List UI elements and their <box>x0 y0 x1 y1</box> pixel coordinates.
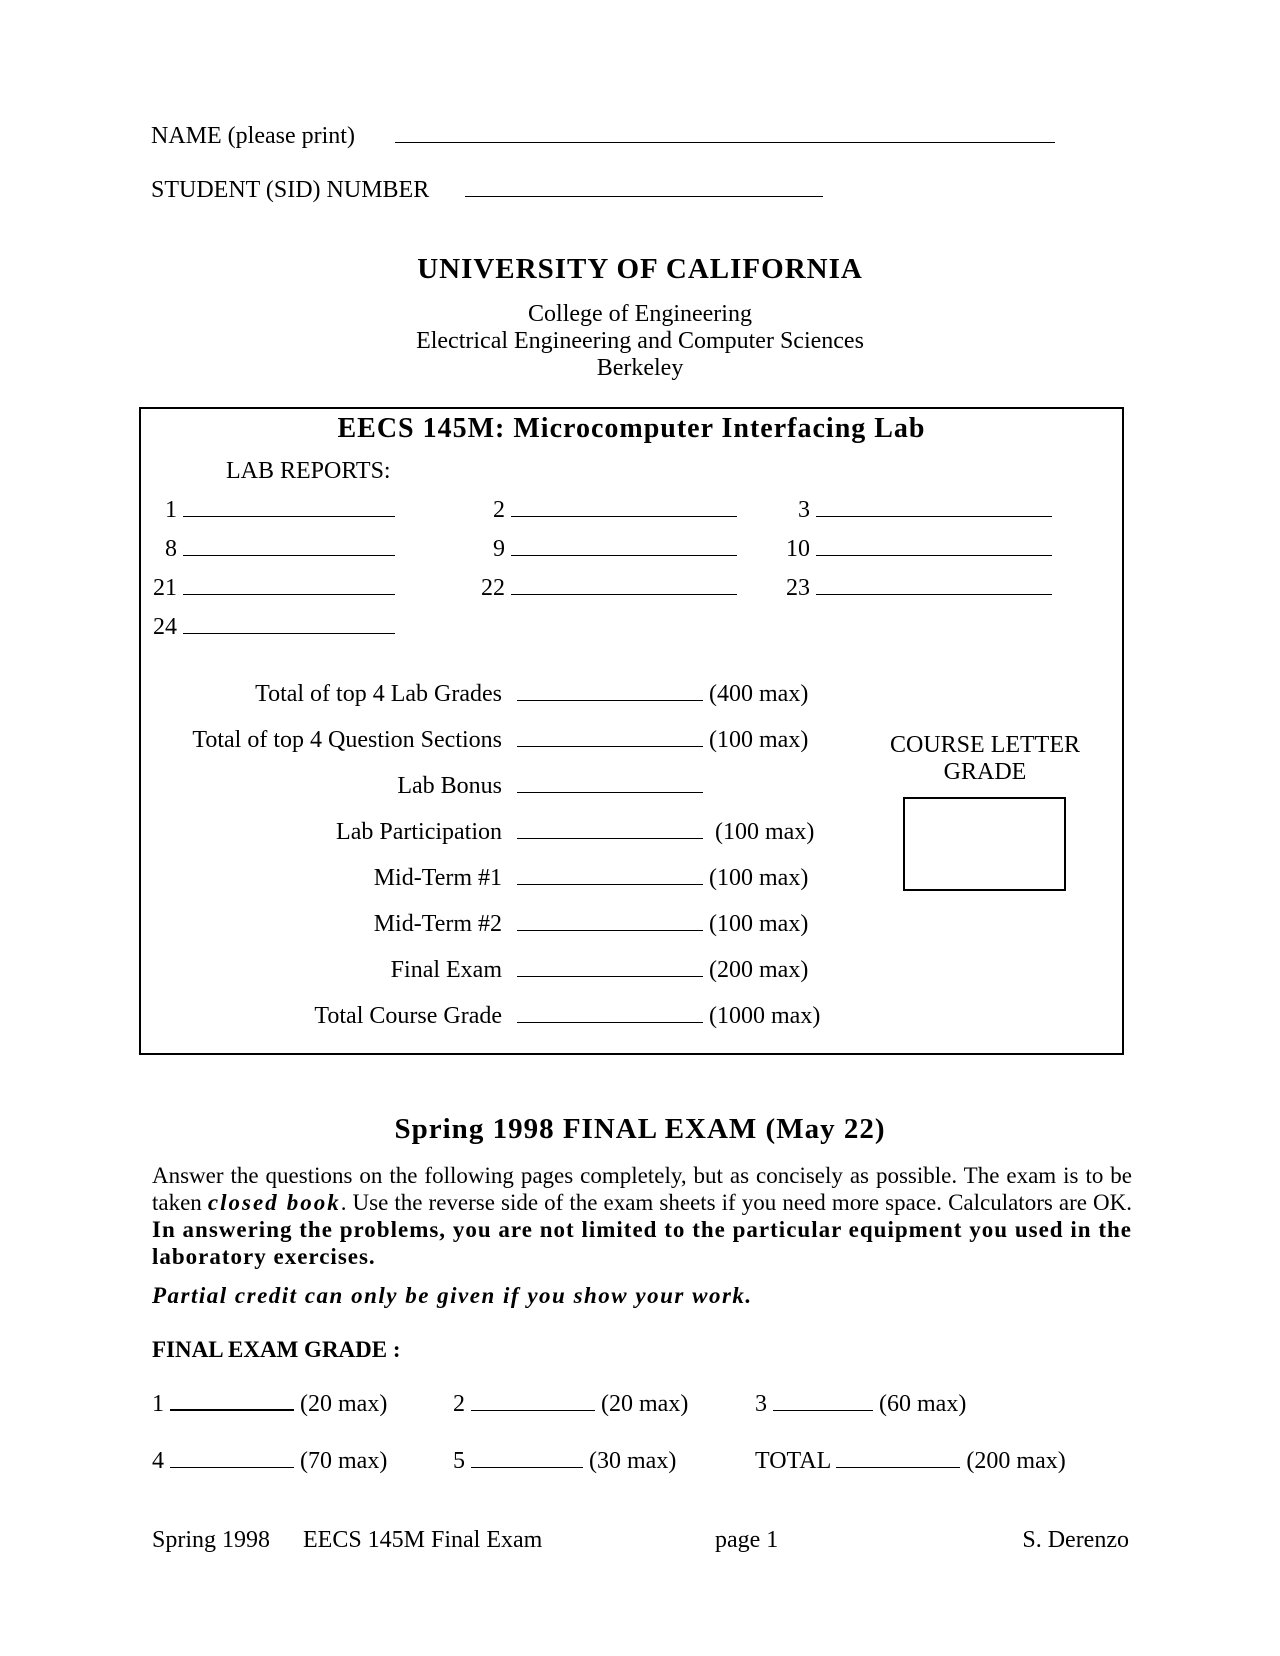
question-max: (30 max) <box>589 1448 677 1474</box>
department-name: Electrical Engineering and Computer Sciences <box>416 328 864 354</box>
lab-number: 21 <box>153 575 177 601</box>
grade-max: (1000 max) <box>709 1003 821 1029</box>
total-max: (200 max) <box>966 1448 1066 1474</box>
footer-course: EECS 145M Final Exam <box>303 1527 543 1553</box>
grade-label: Mid-Term #1 <box>373 865 502 891</box>
lab-grade-line[interactable] <box>511 514 737 517</box>
letter-grade-label-line2: GRADE <box>943 759 1027 785</box>
grade-label: Lab Bonus <box>397 773 502 799</box>
question-number: 2 <box>453 1391 465 1417</box>
grade-row-entry <box>517 726 808 754</box>
footer-author: S. Derenzo <box>1022 1527 1129 1553</box>
grade-max: (400 max) <box>709 681 809 707</box>
lab-report-row <box>137 613 395 641</box>
question-grade-entry <box>453 1390 688 1418</box>
letter-grade-label-line1: COURSE LETTER <box>890 732 1080 758</box>
footer-term: Spring 1998 <box>152 1527 271 1553</box>
name-label: NAME (please print) <box>151 123 355 149</box>
question-number: 3 <box>755 1391 767 1417</box>
grade-line[interactable] <box>517 698 703 701</box>
question-grade-entry <box>152 1390 387 1418</box>
lab-grade-line[interactable] <box>816 592 1052 595</box>
instructions-bold-note: In answering the problems, you are not limited to the particular equipment you used in the laboratory exercises. <box>152 1217 1132 1269</box>
grade-row-entry <box>517 1002 820 1030</box>
grade-row-entry <box>517 956 808 984</box>
grade-row-entry <box>517 864 808 892</box>
question-max: (60 max) <box>879 1391 967 1417</box>
lab-report-row <box>770 574 1052 602</box>
lab-report-row <box>770 535 1052 563</box>
lab-grade-line[interactable] <box>183 514 395 517</box>
grade-label: Total of top 4 Lab Grades <box>255 681 502 707</box>
grade-max: (100 max) <box>715 819 815 845</box>
grade-row-entry <box>517 818 814 846</box>
lab-grade-line[interactable] <box>816 514 1052 517</box>
question-number: 4 <box>152 1448 164 1474</box>
grade-line[interactable] <box>517 882 703 885</box>
exam-title: Spring 1998 FINAL EXAM (May 22) <box>394 1113 886 1145</box>
lab-number: 2 <box>493 497 505 523</box>
lab-number: 22 <box>481 575 505 601</box>
grade-max: (100 max) <box>709 865 809 891</box>
grade-row-entry <box>517 910 808 938</box>
lab-grade-line[interactable] <box>183 631 395 634</box>
partial-credit-note: Partial credit can only be given if you show your work. <box>152 1283 753 1308</box>
grade-label: Lab Participation <box>336 819 502 845</box>
lab-grade-line[interactable] <box>511 592 737 595</box>
campus-name: Berkeley <box>596 355 684 381</box>
question-grade-line[interactable] <box>471 1408 595 1411</box>
lab-report-row <box>137 535 395 563</box>
closed-book-emphasis: closed book <box>207 1190 341 1215</box>
lab-number: 1 <box>165 497 177 523</box>
instructions-text-1: Answer the questions on the following pages completely, but as concisely as possible. The exam is to be taken <box>152 1163 1132 1215</box>
lab-grade-line[interactable] <box>183 592 395 595</box>
grade-max: (100 max) <box>709 911 809 937</box>
question-grade-line[interactable] <box>170 1465 294 1468</box>
grade-label: Total of top 4 Question Sections <box>192 727 502 753</box>
grade-label: Mid-Term #2 <box>373 911 502 937</box>
total-label: TOTAL <box>755 1448 831 1474</box>
grade-label: Total Course Grade <box>314 1003 502 1029</box>
total-grade-entry <box>755 1447 1066 1475</box>
sid-input-line[interactable] <box>465 194 823 197</box>
grade-max: (200 max) <box>709 957 809 983</box>
question-grade-line[interactable] <box>773 1408 873 1411</box>
grade-max: (100 max) <box>709 727 809 753</box>
sid-field-row <box>151 176 823 204</box>
lab-report-row <box>465 535 737 563</box>
grade-row-entry <box>517 680 808 708</box>
lab-report-row <box>770 496 1052 524</box>
grade-line[interactable] <box>517 1020 703 1023</box>
lab-number: 24 <box>153 614 177 640</box>
grade-line[interactable] <box>517 744 703 747</box>
lab-number: 10 <box>786 536 810 562</box>
lab-number: 9 <box>493 536 505 562</box>
question-grade-entry <box>453 1447 676 1475</box>
lab-grade-line[interactable] <box>511 553 737 556</box>
question-grade-entry <box>755 1390 966 1418</box>
question-number: 5 <box>453 1448 465 1474</box>
question-max: (20 max) <box>601 1391 689 1417</box>
lab-report-row <box>137 574 395 602</box>
exam-instructions <box>152 1162 1132 1270</box>
lab-number: 23 <box>786 575 810 601</box>
grade-line[interactable] <box>517 928 703 931</box>
course-title: EECS 145M: Microcomputer Interfacing Lab <box>337 413 926 444</box>
lab-number: 8 <box>165 536 177 562</box>
final-exam-grade-label: FINAL EXAM GRADE : <box>152 1337 401 1362</box>
grade-row-entry <box>517 772 703 800</box>
lab-reports-label: LAB REPORTS: <box>226 458 391 484</box>
question-max: (20 max) <box>300 1391 388 1417</box>
grade-line[interactable] <box>517 974 703 977</box>
sid-label: STUDENT (SID) NUMBER <box>151 177 430 203</box>
grade-line[interactable] <box>517 790 703 793</box>
name-field-row <box>151 122 1055 150</box>
instructions-text-2: . Use the reverse side of the exam sheets if you need more space. Calculators are OK. <box>340 1190 1132 1215</box>
question-number: 1 <box>152 1391 164 1417</box>
footer-page-number: page 1 <box>715 1527 779 1553</box>
lab-grade-line[interactable] <box>183 553 395 556</box>
grade-label: Final Exam <box>390 957 502 983</box>
lab-report-row <box>137 496 395 524</box>
question-grade-line[interactable] <box>471 1465 583 1468</box>
lab-report-row <box>465 496 737 524</box>
grade-line[interactable] <box>517 836 703 839</box>
question-max: (70 max) <box>300 1448 388 1474</box>
question-grade-line[interactable] <box>170 1407 294 1411</box>
name-input-line[interactable] <box>395 140 1055 143</box>
lab-number: 3 <box>798 497 810 523</box>
lab-report-row <box>465 574 737 602</box>
letter-grade-input-box[interactable] <box>903 797 1066 891</box>
college-name: College of Engineering <box>528 301 752 327</box>
total-grade-line[interactable] <box>836 1465 960 1468</box>
university-title: UNIVERSITY OF CALIFORNIA <box>417 253 863 285</box>
lab-grade-line[interactable] <box>816 553 1052 556</box>
question-grade-entry <box>152 1447 387 1475</box>
